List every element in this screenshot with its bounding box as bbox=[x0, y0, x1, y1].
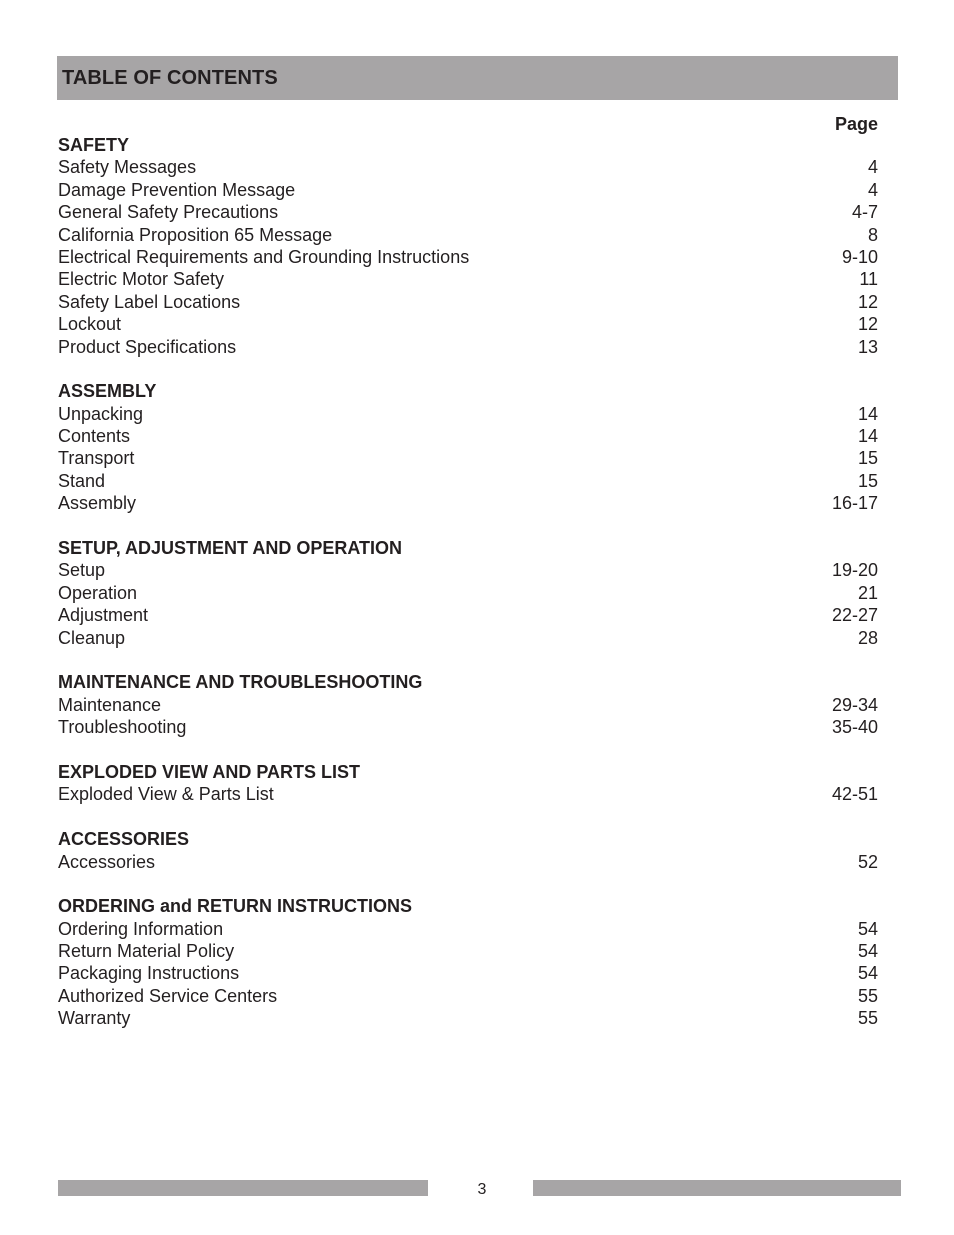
page-title: TABLE OF CONTENTS bbox=[62, 67, 278, 89]
entry-page: 29-34 bbox=[831, 694, 878, 715]
entry-label: Adjustment bbox=[58, 605, 149, 626]
entry-label: Cleanup bbox=[58, 627, 126, 648]
entry-label: Return Material Policy bbox=[58, 941, 235, 962]
toc-entry[interactable] bbox=[58, 604, 878, 626]
entry-page: 13 bbox=[857, 336, 878, 357]
entry-page: 55 bbox=[857, 1008, 878, 1029]
page-number: 3 bbox=[477, 1181, 487, 1198]
section-title: MAINTENANCE AND TROUBLESHOOTING bbox=[58, 672, 423, 693]
toc-entry[interactable] bbox=[58, 179, 878, 201]
toc-entry[interactable] bbox=[58, 470, 878, 492]
toc-entry[interactable] bbox=[58, 985, 878, 1007]
toc-section-setup bbox=[58, 537, 878, 649]
toc-entry[interactable] bbox=[58, 918, 878, 940]
entry-page: 52 bbox=[857, 851, 878, 872]
toc-entry[interactable] bbox=[58, 1007, 878, 1029]
entry-page: 22-27 bbox=[831, 605, 878, 626]
table-of-contents bbox=[58, 134, 878, 1052]
footer-divider-right bbox=[533, 1180, 901, 1196]
entry-page: 4 bbox=[867, 157, 878, 178]
entry-label: Electric Motor Safety bbox=[58, 269, 225, 290]
entry-page: 54 bbox=[857, 941, 878, 962]
entry-page: 15 bbox=[857, 448, 878, 469]
entry-page: 11 bbox=[859, 269, 878, 290]
toc-entry[interactable] bbox=[58, 336, 878, 358]
toc-entry[interactable] bbox=[58, 403, 878, 425]
toc-entry[interactable] bbox=[58, 425, 878, 447]
entry-label: Stand bbox=[58, 470, 106, 491]
section-title: EXPLODED VIEW AND PARTS LIST bbox=[58, 761, 361, 782]
entry-label: Damage Prevention Message bbox=[58, 179, 296, 200]
entry-page: 4-7 bbox=[851, 202, 878, 223]
entry-page: 14 bbox=[857, 403, 878, 424]
page-column-label: Page bbox=[834, 114, 878, 134]
toc-entry[interactable] bbox=[58, 694, 878, 716]
section-title: ASSEMBLY bbox=[58, 381, 157, 402]
toc-entry[interactable] bbox=[58, 447, 878, 469]
entry-label: Accessories bbox=[58, 851, 156, 872]
entry-page: 16-17 bbox=[831, 493, 878, 514]
entry-page: 12 bbox=[857, 314, 878, 335]
entry-label: Safety Label Locations bbox=[58, 291, 241, 312]
entry-page: 54 bbox=[857, 963, 878, 984]
toc-entry[interactable] bbox=[58, 962, 878, 984]
entry-page: 8 bbox=[867, 224, 878, 245]
entry-page: 55 bbox=[857, 985, 878, 1006]
toc-entry[interactable] bbox=[58, 582, 878, 604]
entry-label: Maintenance bbox=[58, 694, 162, 715]
entry-page: 35-40 bbox=[831, 717, 878, 738]
toc-entry[interactable] bbox=[58, 851, 878, 873]
entry-page: 42-51 bbox=[831, 784, 878, 805]
toc-entry[interactable] bbox=[58, 156, 878, 178]
section-title: SAFETY bbox=[58, 135, 130, 155]
toc-entry[interactable] bbox=[58, 783, 878, 805]
entry-label: Authorized Service Centers bbox=[58, 985, 278, 1006]
entry-label: Product Specifications bbox=[58, 336, 237, 357]
toc-entry[interactable] bbox=[58, 716, 878, 738]
toc-section-ordering bbox=[58, 895, 878, 1029]
section-title: ACCESSORIES bbox=[58, 829, 190, 850]
entry-label: Lockout bbox=[58, 314, 122, 335]
entry-label: Setup bbox=[58, 560, 106, 581]
entry-page: 54 bbox=[857, 918, 878, 939]
toc-entry[interactable] bbox=[58, 291, 878, 313]
entry-label: Transport bbox=[58, 448, 135, 469]
entry-label: California Proposition 65 Message bbox=[58, 224, 333, 245]
entry-page: 28 bbox=[857, 627, 878, 648]
toc-section-maintenance bbox=[58, 671, 878, 738]
toc-section-assembly bbox=[58, 380, 878, 514]
entry-label: General Safety Precautions bbox=[58, 202, 279, 223]
toc-entry[interactable] bbox=[58, 224, 878, 246]
section-title: ORDERING and RETURN INSTRUCTIONS bbox=[58, 896, 413, 917]
toc-entry[interactable] bbox=[58, 268, 878, 290]
toc-entry[interactable] bbox=[58, 559, 878, 581]
entry-label: Contents bbox=[58, 426, 131, 447]
section-title: SETUP, ADJUSTMENT AND OPERATION bbox=[58, 538, 403, 559]
toc-entry[interactable] bbox=[58, 313, 878, 335]
entry-label: Electrical Requirements and Grounding Instructions bbox=[58, 246, 470, 267]
toc-header-bar bbox=[57, 56, 898, 100]
entry-page: 19-20 bbox=[831, 560, 878, 581]
entry-page: 14 bbox=[857, 426, 878, 447]
entry-label: Operation bbox=[58, 582, 138, 603]
entry-label: Unpacking bbox=[58, 403, 144, 424]
toc-entry[interactable] bbox=[58, 940, 878, 962]
entry-label: Warranty bbox=[58, 1008, 131, 1029]
entry-label: Troubleshooting bbox=[58, 717, 187, 738]
toc-entry[interactable] bbox=[58, 201, 878, 223]
entry-page: 9-10 bbox=[841, 246, 878, 267]
entry-label: Packaging Instructions bbox=[58, 963, 240, 984]
toc-entry[interactable] bbox=[58, 492, 878, 514]
entry-label: Safety Messages bbox=[58, 157, 197, 178]
entry-page: 12 bbox=[857, 291, 878, 312]
toc-section-exploded-view bbox=[58, 761, 878, 806]
toc-entry[interactable] bbox=[58, 627, 878, 649]
entry-label: Exploded View & Parts List bbox=[58, 784, 274, 805]
toc-section-safety bbox=[58, 134, 878, 358]
entry-page: 4 bbox=[867, 179, 878, 200]
toc-section-accessories bbox=[58, 828, 878, 873]
entry-label: Assembly bbox=[58, 493, 137, 514]
entry-page: 15 bbox=[857, 470, 878, 491]
entry-page: 21 bbox=[857, 582, 878, 603]
toc-entry[interactable] bbox=[58, 246, 878, 268]
entry-label: Ordering Information bbox=[58, 918, 224, 939]
